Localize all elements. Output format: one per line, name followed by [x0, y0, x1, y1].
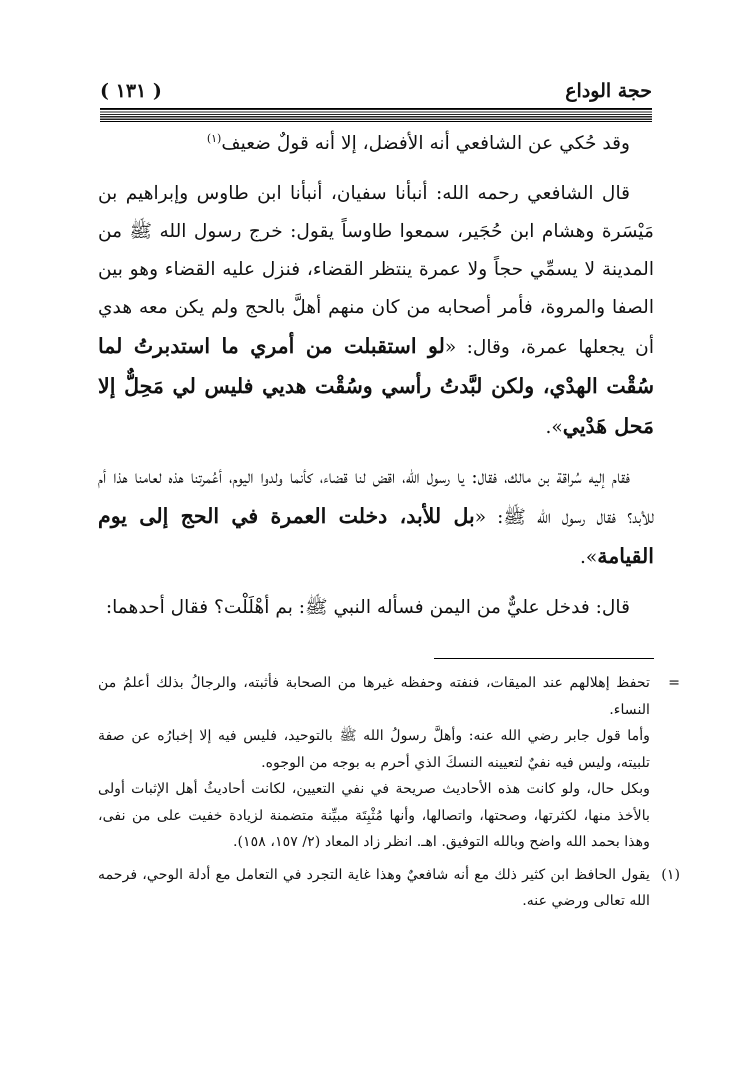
page-number: ( ١٣١ ) [100, 80, 162, 102]
paragraph-1 [98, 125, 654, 163]
footnote-separator [434, 658, 654, 659]
continuation-body [98, 670, 650, 856]
paragraph-3-text: فقام إليه سُراقة بن مالك، فقال: يا رسول الله، اقض لنا قضاء، كأنما ولدوا اليوم، أعُمرتنا هذه لعامنا هذا أم للأبد؟ فقال رسول الله ﷺ: « [98, 467, 655, 528]
main-text [98, 125, 654, 639]
continuation-para-2: وأما قول جابر رضي الله عنه: وأهلَّ رسولُ الله ﷺ بالتوحيد، فليس فيه إلا إخبارُه عن صفة تلبيته، وليس فيه نفيٌ لتعيينه النسكَ الذي أحرم به بوجه من الوجوه. [98, 728, 650, 771]
hadith-quote-1: لو استقبلت من أمري ما استدبرتُ لما سُقْت الهدْي، ولكن لبَّدتُ رأسي وسُقْت هديي فليس لي مَحِلٌّ إلا مَحل هَدْيي [98, 334, 654, 438]
footnote-1 [98, 862, 680, 915]
footnote-ref-1: (١) [206, 131, 222, 145]
running-header [100, 76, 652, 106]
footnote-1-text: يقول الحافظ ابن كثير ذلك مع أنه شافعيٌ وهذا غاية التجرد في التعامل مع أدلة الوحي، فرحمه الله تعالى ورضي عنه. [98, 866, 650, 909]
paragraph-2-end: ». [545, 417, 563, 438]
continuation-para-1: تحفظ إهلالهم عند الميقات، فنفته وحفظه غيرها من الصحابة فأثبته، والرجالُ بذلك أعلمُ من النساء. [98, 675, 650, 718]
continuation-mark: = [668, 675, 680, 691]
hadith-quote-2: بل للأبد، دخلت العمرة في الحج إلى يوم القيامة [98, 504, 654, 568]
paragraph-4-text: قال: فدخل عليٌّ من اليمن فسأله النبي ﷺ: بم أهْلَلْت؟ فقال أحدهما: [105, 597, 630, 618]
footnote-1-mark: (١) [661, 866, 680, 883]
paragraph-1-text: وقد حُكي عن الشافعي أنه الأفضل، إلا أنه قولٌ ضعيف [221, 133, 630, 154]
paragraph-3-end: ». [579, 547, 598, 568]
paragraph-3 [98, 459, 654, 577]
paragraph-2 [98, 175, 654, 447]
paragraph-2-text: قال الشافعي رحمه الله: أنبأنا سفيان، أنبأنا ابن طاوس وإبراهيم بن مَيْسَرة وهشام ابن حُجَير، سمعوا طاوساً يقول: خرج رسول الله ﷺ من المدينة لا يسمِّي حجاً ولا عمرة ينتظر القضاء، فنزل عليه القضاء وهو بين الصفا والمروة، فأمر أصحابه من كان منهم أهلَّ بالحج ولم يكن معه هدي أن يجعلها عمرة، وقال: « [98, 183, 655, 358]
footnote-1-body [98, 862, 650, 915]
continuation-para-3: وبكل حال، ولو كانت هذه الأحاديث صريحة في نفي التعيين، لكانت أحاديثُ أهل الإثبات أولى بالأخذ منها، لكثرتها، وصحتها، واتصالها، وأنها مُثْبِتَة مبيِّنة متضمنة لزيادة خفيت على من نفى، وهذا بحمد الله واضح وبالله التوفيق. اهـ. انظر زاد المعاد (٢/ ١٥٧، ١٥٨). [98, 781, 650, 850]
header-rule [100, 108, 652, 122]
chapter-title: حجة الوداع [565, 80, 652, 102]
footnotes [98, 670, 680, 921]
footnote-continuation [98, 670, 680, 856]
paragraph-4 [98, 589, 654, 627]
